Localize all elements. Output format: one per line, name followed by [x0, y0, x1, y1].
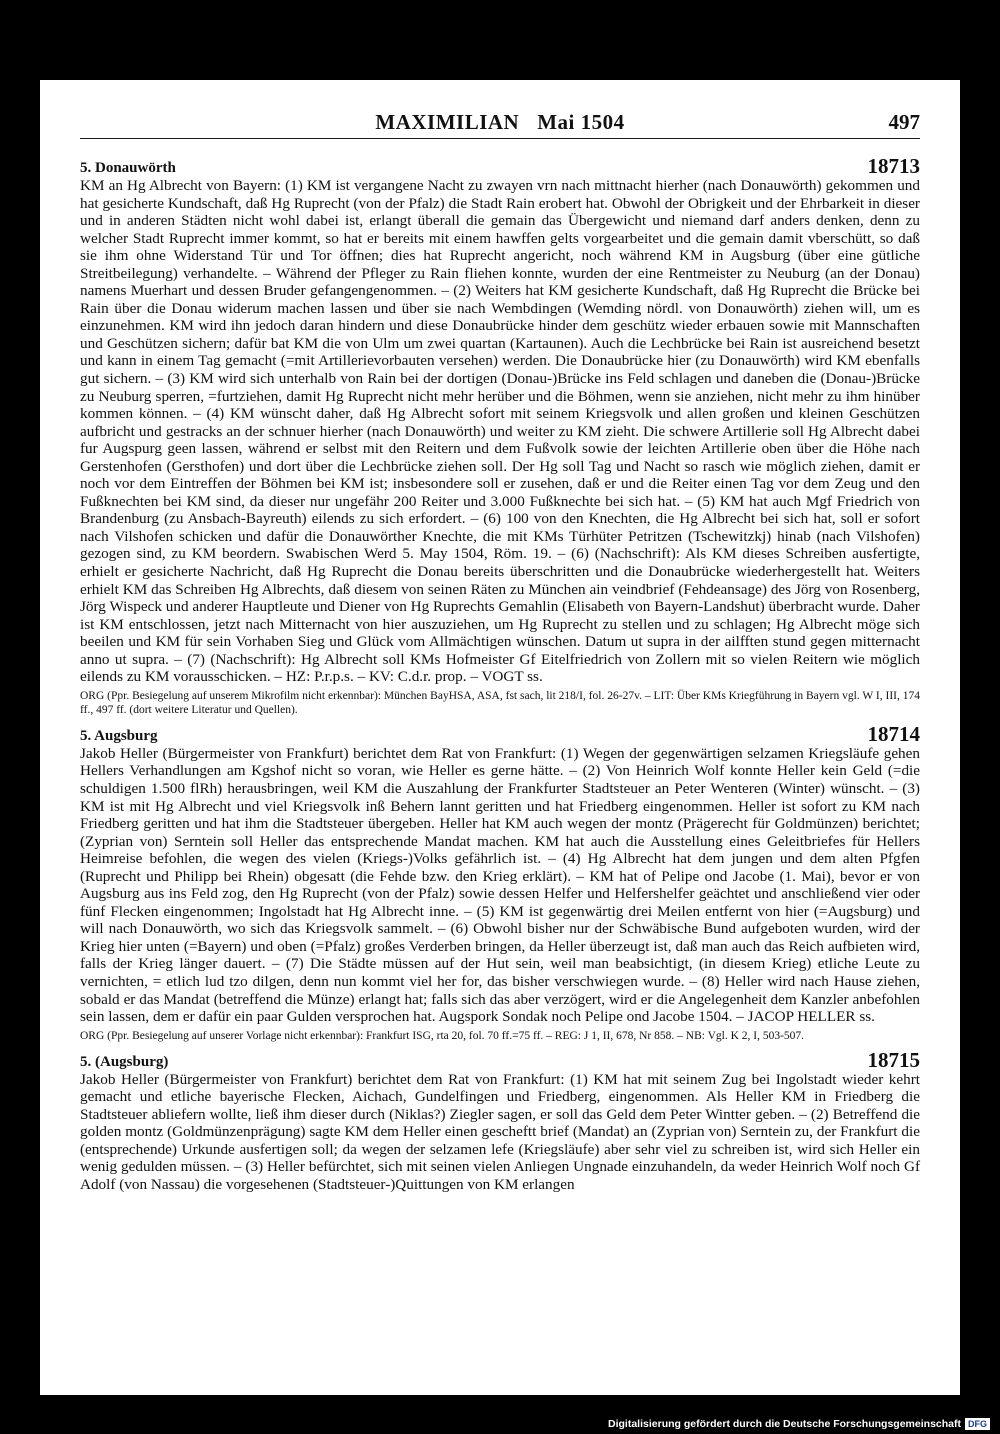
entry-text: Jakob Heller (Bürgermeister von Frankfurt) berichtet dem Rat von Frankfurt: (1) Wegen der gegenwärtigen selzamen Kriegsläufe gehen Hellers Verhandlungen am Kgshof nicht so voran, wie Heller es gerne hätte. – (2) Von Heinrich Wolf konnte Heller kein Geld (=die schuldigen 1.500 flRh) herausbringen, weil KM die Auszahlung der Frankfurter Stadtsteuer an Peter Wenteren (Winter) wünscht. – (3) KM ist mit Hg Albrecht und viel Kriegsvolk inß Behern lannt geritten und hat Friedberg eingenommen. Heller ist sofort zu KM nach Friedberg geritten und hat ihm die Stadtsteuer übergeben. Heller hat KM auch wegen der montz (Prägerecht für Goldmünzen) berichtet; (Zyprian von) Serntein soll Heller das entsprechende Mandat machen. KM hat auch die Ausstellung eines Geleitbriefes für Hellers Heimreise befohlen, die wegen des vielen (Kriegs-)Volks gefährlich ist. – (4) Hg Albrecht hat dem jungen und dem alten Pfgfen (Ruprecht und Philipp bei Rhein) obgesatt (die Fehde bzw. den Krieg erklärt). – KM hat of Pelipe ond Jacobe (1. Mai), bevor er von Augsburg aus ins Feld zog, den Hg Ruprecht (von der Pfalz) sowie dessen Helfer und Helfershelfer geächtet und anschließend vier oder fünf Flecken eingenommen; Ingolstadt hat Hg Albrecht inne. – (5) KM ist gegenwärtig drei Meilen entfernt von hier (=Augsburg) und will nach Donauwörth, wo sich das Kriegsvolk sammelt. – (6) Obwohl bisher nur der Schwäbische Bund aufgeboten wurden, wird der Krieg hier unten (=Bayern) und oben (=Pfalz) großes Verderben bringen, da Heller überzeugt ist, daß man auch das Reich aufbieten wird, falls der Krieg länger dauert. – (7) Die Städte müssen auf der Hut sein, weil man beabsichtigt, (in diesem Krieg) etliche Leute zu vernichten, = etlich lud tzo dilgen, denn nun kommt viel her for, das bisher verschwiegen wurde. – (8) Heller wird nach Hause ziehen, sobald er das Mandat (betreffend die Münze) erlangt hat; falls sich das aber verzögert, wird er die Angelegenheit dem Kanzler anbefohlen sein lassen, dem er dafür ein paar Gulden versprochen hat. Augspork Sondak noch Pelipe ond Jacobe 1504. – JACOP HELLER ss. [80, 744, 920, 1026]
entry-place: 5. (Augsburg) [80, 1053, 169, 1070]
header-date: Mai 1504 [537, 110, 625, 134]
entry-18715 [80, 1049, 920, 1194]
entry-18714 [80, 723, 920, 1043]
page-content [80, 155, 920, 1199]
footer-credit [608, 1417, 990, 1431]
header-name: MAXIMILIAN [375, 110, 520, 134]
entry-place: 5. Donauwörth [80, 160, 176, 176]
page-number: 497 [888, 110, 920, 134]
page-header [80, 108, 920, 139]
entry-source-note: ORG (Ppr. Besiegelung auf unserer Vorlage nicht erkennbar): Frankfurt ISG, rta 20, fol. 70 ff.=75 ff. – REG: J 1, II, 678, Nr 858. – NB: Vgl. K 2, I, 503-507. [80, 1029, 805, 1042]
entry-header [80, 1049, 920, 1071]
running-title [80, 110, 920, 135]
entry-number: 18713 [867, 154, 920, 178]
entry-number: 18715 [867, 1047, 920, 1072]
entry-source-note: ORG (Ppr. Besiegelung auf unserem Mikrofilm nicht erkennbar): München BayHSA, ASA, fst sach, lit 218/I, fol. 26-27v. – LIT: Über KMs Kriegführung in Bayern vgl. W I, III, 174 ff., 497 ff. (dort weitere Literatur und Quellen). [80, 689, 920, 716]
entry-header [80, 723, 920, 745]
dfg-logo: DFG [965, 1418, 990, 1430]
entry-place: 5. Augsburg [80, 727, 158, 744]
entry-header [80, 155, 920, 177]
entry-18713 [80, 155, 920, 717]
entry-number: 18714 [867, 721, 920, 746]
entry-text: KM an Hg Albrecht von Bayern: (1) KM ist vergangene Nacht zu zwayen vrn nach mittnacht hierher (nach Donauwörth) gekommen und hat gesicherte Kundschaft, daß Hg Ruprecht (von der Pfalz) die Stadt Rain erobert hat. Obwohl der Obrigkeit und der Ehrbarkeit in dieser und in anderen Städten nicht wohl dabei ist, erlangt überall die gemain das Übergewicht und niemand darf anders denken, denn zu welcher Stadt Ruprecht immer kommt, so hat er bereits mit einem hawffen gelts vorgearbeitet und die gemain damit vberschütt, so daß sie ihm ohne Widerstand Tür und Tor öffnen; dies hat Ruprecht angericht, noch während KM in Augsburg (über eine gütliche Streitbeilegung) verhandelte. – Während der Pfleger zu Rain fliehen konnte, wurden der eine Rentmeister zu Neuburg (an der Donau) namens Muerhart und dessen Bruder gefangengenommen. – (2) Weiters hat KM gesicherte Kundschaft, daß Hg Ruprecht die Brücke bei Rain über die Donau widerum machen lassen und über sie nach Wembdingen (Wemding nördl. von Donauwörth) ziehen will, um es einzunehmen. KM wird ihn jedoch daran hindern und diese Donaubrücke hinder dem geschütz wieder erbauen sowie mit Mannschaften und Geschützen sichern; dafür bat KM die von Ulm um zwei quartan (Kartaunen). Auch die Lechbrücke bei Rain ist ausreichend besetzt und kann in einem Tag gemacht (=mit Artillerievorbauten versehen) werden. Die Donaubrücke hier (zu Donauwörth) wird KM ebenfalls gut sichern. – (3) KM wird sich unterhalb von Rain bei der dortigen (Donau-)Brücke ins Feld schlagen und daneben die (Donau-)Brücke zu Neuburg sperren, =furtziehen, damit Hg Ruprecht nicht mehr herüber und die Böhmen, wenn sie anziehen, nicht mehr zu ihm hinüber kommen können. – (4) KM wünscht daher, daß Hg Albrecht sofort mit seinem Kriegsvolk und allen großen und kleinen Geschützen aufbricht und gestracks an der schnuer hierher (nach Donauwörth) und weiter zu KM zieht. Die schwere Artillerie soll Hg Albrecht dabei fur Augspurg geen lassen, während er selbst mit den Reitern und dem Fußvolk sowie der leichten Artillerie oben über die Höhe nach Gerstenhofen (Gersthofen) und dort über die Lechbrücke ziehen soll. Der Hg soll Tag und Nacht so rasch wie möglich ziehen, damit er noch vor dem Eintreffen der Böhmen bei KM ist; insbesondere soll er zusehen, daß er und die Reiter einen Tag vor dem Zeug und den Fußknechten bei KM sind, da dieser nur ungefähr 200 Reiter und 3.000 Fußknechte bei sich hat. – (5) KM hat auch Mgf Friedrich von Brandenburg (zu Ansbach-Bayreuth) eilends zu sich erfordert. – (6) 100 von den Knechten, die Hg Albrecht bei sich hat, soll er sofort nach Vilshofen schicken und dafür die Donauwörther Knechte, die mit KMs Türhüter Petritzen (Tschewitzkj) hinab (nach Vilshofen) gezogen sind, zu KM beordern. Swabischen Werd 5. May 1504, Röm. 19. – (6) (Nachschrift): Als KM dieses Schreiben ausfertigte, erhielt er gesicherte Nachricht, daß Hg Ruprecht die Donau bereits überschritten und die Donaubrücke wiederhergestellt hat. Weiters erhielt KM das Schreiben Hg Albrechts, daß diesem von seinen Räten zu München ain veindbrief (Fehdeansage) des Jörg von Rosenberg, Jörg Wispeck und anderer Hauptleute und Diener von Hg Ruprechts Gemahlin (Elisabeth von Bayern-Landshut) überbracht wurde. Daher ist KM entschlossen, jetzt nach Mitternacht von hier auszuziehen, um Hg Ruprecht zu stellen und zu schlagen; Hg Albrecht möge sich beeilen und KM für sein Vorhaben Sieg und Glück vom Allmächtigen wünschen. Datum ut supra in der ailfften stund gegen mitternacht anno ut supra. – (7) (Nachschrift): Hg Albrecht soll KMs Hofmeister Gf Eitelfriedrich von Zollern mit so vielen Reitern wie möglich eilends zu KM vorausschicken. – HZ: P.r.p.s. – KV: C.d.r. prop. – VOGT ss. [80, 177, 920, 686]
funding-credit: Digitalisierung gefördert durch die Deutsche Forschungsgemeinschaft [608, 1418, 961, 1430]
entry-text: Jakob Heller (Bürgermeister von Frankfurt) berichtet dem Rat von Frankfurt: (1) KM hat mit seinem Zug bei Ingolstadt wieder kehrt gemacht und etliche bayerische Flecken, Aichach, Gundelfingen und Friedberg, eingenommen. Als Heller KM in Friedberg die Stadtsteuer abliefern wollte, ließ ihm dieser durch (Niklas?) Ziegler sagen, er soll das Geld dem Peter Wintter geben. – (2) Betreffend die golden montz (Goldmünzenprägung) sagte KM dem Heller einen gescheftt brief (Mandat) an (Zyprian von) Serntein zu, der Frankfurt die (entsprechende) Urkunde ausfertigen soll; da wegen der selzamen lefe (Kriegsläufe) aber sehr viel zu schreiben ist, wird sich Heller ein wenig gedulden müssen. – (3) Heller befürchtet, sich mit seinen vielen Anliegen Ungnade einzuhandeln, da weder Heinrich Wolf noch Gf Adolf (von Nassau) die vorgesehenen (Stadtsteuer-)Quittungen von KM erlangen [80, 1070, 920, 1193]
